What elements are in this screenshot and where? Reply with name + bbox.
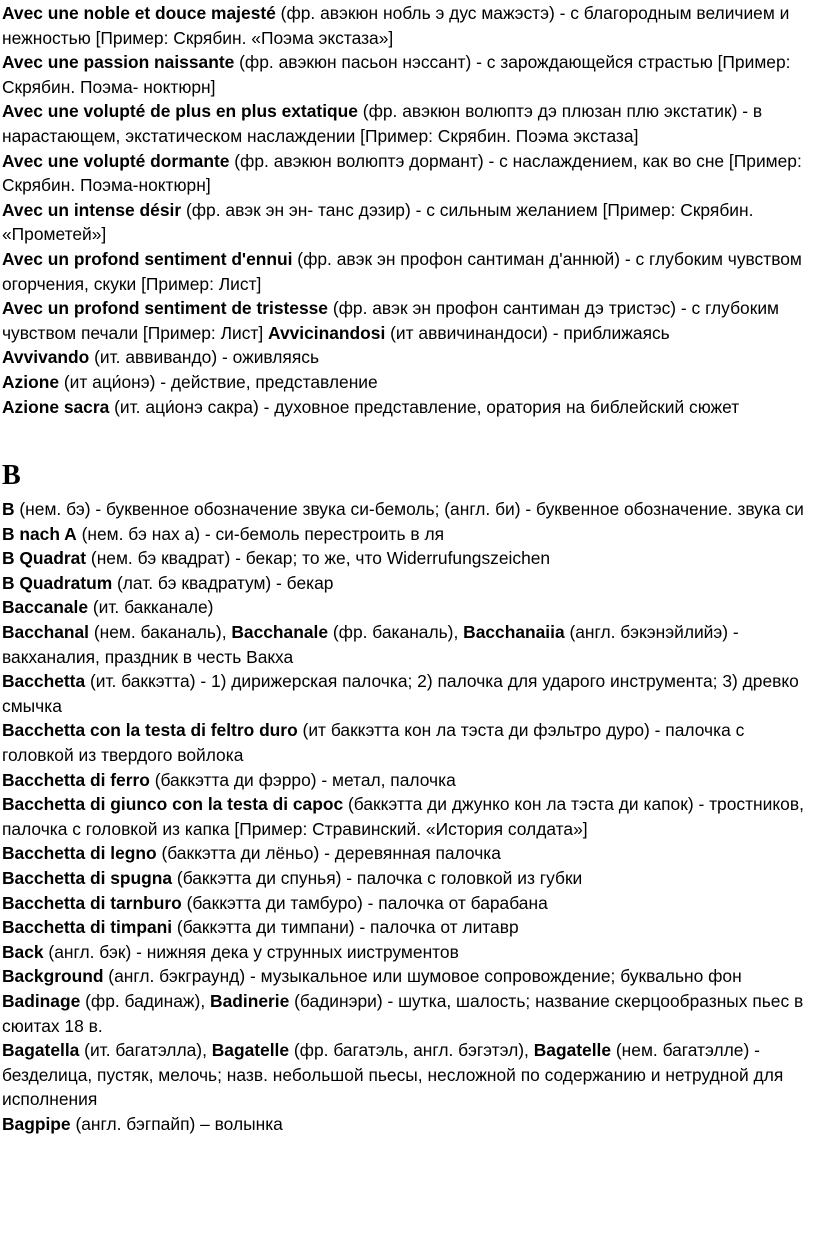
dictionary-entry — [2, 866, 810, 891]
entry-definition: (лат. бэ квадратум) - бекар — [112, 572, 334, 593]
entry-term: Avec une passion naissante — [2, 52, 235, 73]
dictionary-entry — [2, 964, 810, 989]
entry-term: B nach A — [2, 523, 77, 544]
entry-definition: (баккэтта ди джунко кон ла тэста ди капок) - тростников, палочка с головкой из капка [Пример: Стравинский. «История солдата»] — [2, 794, 804, 839]
entry-term: B — [2, 499, 15, 520]
entry-term: Azione — [2, 371, 60, 392]
entry-definition: (ит. багатэлла), — [79, 1040, 212, 1061]
entries-list-b — [2, 497, 810, 1136]
entry-term: Avec un intense désir — [2, 199, 182, 220]
entry-term: Bacchetta di spugna — [2, 868, 173, 888]
entry-definition: (нем. багатэлле) - безделица, пустяк, мелочь; назв. небольшой пьесы, несложной по содержанию и нетрудной для исполнения — [2, 1040, 784, 1110]
entries-list-a — [2, 1, 810, 419]
entry-definition: (фр. авэкюн пасьон нэссант) - с зарождающейся страстью [Пример: Скрябин. Поэма- ноктюрн] — [2, 52, 791, 97]
entry-definition: (англ. бэгпайп) – волынка — [70, 1113, 283, 1134]
entry-term: Bacchetta di timpani — [2, 917, 173, 938]
entry-term: Bacchetta con la testa di feltro duro — [2, 720, 298, 741]
dictionary-entry — [2, 1, 810, 50]
entry-definition: (фр. багатэль, англ. бэгэтэл), — [289, 1040, 534, 1061]
entry-definition: (фр. авэк эн эн- танс дэзир) - с сильным желанием [Пример: Скрябин. «Прометей»] — [2, 199, 754, 245]
dictionary-entry — [2, 247, 810, 296]
entry-definition: (англ. бэкэнэйлийэ) - вакханалия, праздник в честь Вакха — [2, 622, 739, 667]
dictionary-entry — [2, 546, 810, 571]
entry-term: Bacchetta di tarnburo — [2, 892, 182, 913]
entry-term: Bagpipe — [2, 1113, 71, 1134]
entry-term: Bacchetta — [2, 671, 86, 692]
dictionary-entry — [2, 768, 810, 793]
dictionary-entry — [2, 792, 810, 841]
entry-definition: (фр. авэкюн нобль э дус мажэстэ) - с благородным величием и нежностью [Пример: Скрябин. «Поэма экстаза»] — [2, 3, 790, 48]
dictionary-entry — [2, 989, 810, 1038]
dictionary-entry — [2, 915, 810, 940]
entry-definition: (ит аци́онэ) - действие, представление — [59, 371, 378, 392]
entry-term: Avec une volupté de plus en plus extatique — [2, 101, 358, 122]
dictionary-entry — [2, 395, 810, 420]
dictionary-entry — [2, 345, 810, 370]
entry-definition: (фр. авэк эн профон сантиман д'аннюй) - с глубоким чувством огорчения, скуки [Пример: Лист] — [2, 248, 802, 294]
dictionary-entry — [2, 669, 810, 718]
entry-definition: (фр. авэк эн профон сантиман дэ тристэс) - с глубоким чувством печали [Пример: Лист] — [2, 298, 779, 343]
entry-definition: (ит. аци́онэ сакра) - духовное представление, оратория на библейский сюжет — [109, 396, 740, 417]
entry-definition: (баккэтта ди тимпани) - палочка от литавр — [172, 917, 519, 938]
entry-definition: (фр. бадинаж), — [80, 990, 211, 1011]
dictionary-entry — [2, 841, 810, 866]
entry-term: Bacchanale — [231, 622, 329, 643]
dictionary-entry — [2, 296, 810, 345]
dictionary-entry — [2, 571, 810, 596]
entry-term: Background — [2, 966, 104, 987]
entry-term: Avec une volupté dormante — [2, 150, 230, 171]
entry-definition: (англ. бэкграунд) - музыкальное или шумовое сопровождение; буквально фон — [103, 966, 742, 987]
dictionary-entry — [2, 891, 810, 916]
entry-definition: (нем. баканаль), — [89, 622, 232, 643]
entry-definition: (ит. баккэтта) - 1) дирижерская палочка; 2) палочка для ударого инструмента; 3) древко смычка — [2, 671, 799, 716]
dictionary-entry — [2, 522, 810, 547]
entry-term: Badinage — [2, 990, 81, 1011]
dictionary-entry — [2, 620, 810, 669]
entry-definition: (ит баккэтта кон ла тэста ди фэльтро дуро) - палочка с головкой из твердого войлока — [2, 720, 745, 766]
entry-term: Bacchetta di giunco con la testa di capoc — [2, 794, 344, 815]
entry-term: Avec un profond sentiment de tristesse — [2, 298, 328, 319]
entry-definition: (баккэтта ди спунья) - палочка с головкой из губки — [172, 868, 583, 888]
dictionary-entry — [2, 50, 810, 99]
entry-term: Avec une noble et douce majesté — [2, 3, 276, 23]
entry-definition: (фр. авэкюн волюптэ дормант) - с наслаждением, как во сне [Пример: Скрябин. Поэма-ноктюрн] — [2, 150, 802, 196]
entry-term: Badinerie — [210, 990, 290, 1011]
entry-term: Avvicinandosi — [268, 322, 386, 343]
entry-definition: (бадинэри) - шутка, шалость; название скерцообразных пьес в сюитах 18 в. — [2, 990, 804, 1036]
dictionary-entry — [2, 99, 810, 148]
entry-term: Bacchanal — [2, 622, 89, 643]
dictionary-entry — [2, 497, 810, 522]
entry-definition: (баккэтта ди лёньо) - деревянная палочка — [156, 843, 501, 864]
entry-term: B Quadrat — [2, 548, 87, 569]
entry-term: Avvivando — [2, 347, 90, 368]
entry-term: Back — [2, 941, 44, 962]
entry-definition: (баккэтта ди тамбуро) - палочка от барабана — [181, 892, 548, 913]
entry-term: B Quadratum — [2, 572, 113, 593]
entry-definition: (баккэтта ди фэрро) - метал, палочка — [149, 769, 456, 790]
entry-term: Bagatella — [2, 1040, 80, 1061]
entry-term: Bacchanaiia — [463, 622, 565, 643]
entry-term: Bagatelle — [533, 1040, 612, 1061]
dictionary-entry — [2, 1038, 810, 1112]
entry-definition: (ит. бакканале) — [88, 597, 214, 618]
entry-term: Avec un profond sentiment d'ennui — [2, 248, 293, 269]
entry-definition: (нем. бэ) - буквенное обозначение звука си-бемоль; (англ. би) - буквенное обозначение. звука си — [14, 499, 804, 520]
entry-definition: (нем. бэ квадрат) - бекар; то же, что Widerrufungszeichen — [86, 548, 551, 569]
section-heading-letter: B — [2, 460, 21, 492]
dictionary-entry — [2, 1112, 810, 1137]
dictionary-entry — [2, 940, 810, 965]
entry-definition: (фр. авэкюн волюптэ дэ плюзан плю экстатик) - в нарастающем, экстатическом наслаждении [Пример: Скрябин. Поэма экстаза] — [2, 101, 763, 146]
dictionary-entry — [2, 149, 810, 198]
dictionary-entry — [2, 718, 810, 767]
entry-definition: (англ. бэк) - нижняя дека у струнных ииструментов — [43, 941, 459, 962]
entry-definition: (фр. баканаль), — [328, 622, 464, 643]
dictionary-entry — [2, 595, 810, 620]
entry-definition: (нем. бэ нах а) - си-бемоль перестроить в ля — [76, 523, 445, 544]
dictionary-entry — [2, 370, 810, 395]
entry-term: Bacchetta di ferro — [2, 769, 150, 790]
entry-term: Bacchetta di legno — [2, 843, 157, 864]
entry-term: Azione sacra — [2, 396, 110, 417]
entry-term: Baccanale — [2, 597, 89, 618]
entry-definition: (ит аввичинандоси) - приближаясь — [385, 322, 670, 343]
entry-definition: (ит. аввивандо) - оживляясь — [89, 347, 319, 368]
entry-term: Bagatelle — [211, 1040, 290, 1061]
dictionary-entry — [2, 198, 810, 247]
